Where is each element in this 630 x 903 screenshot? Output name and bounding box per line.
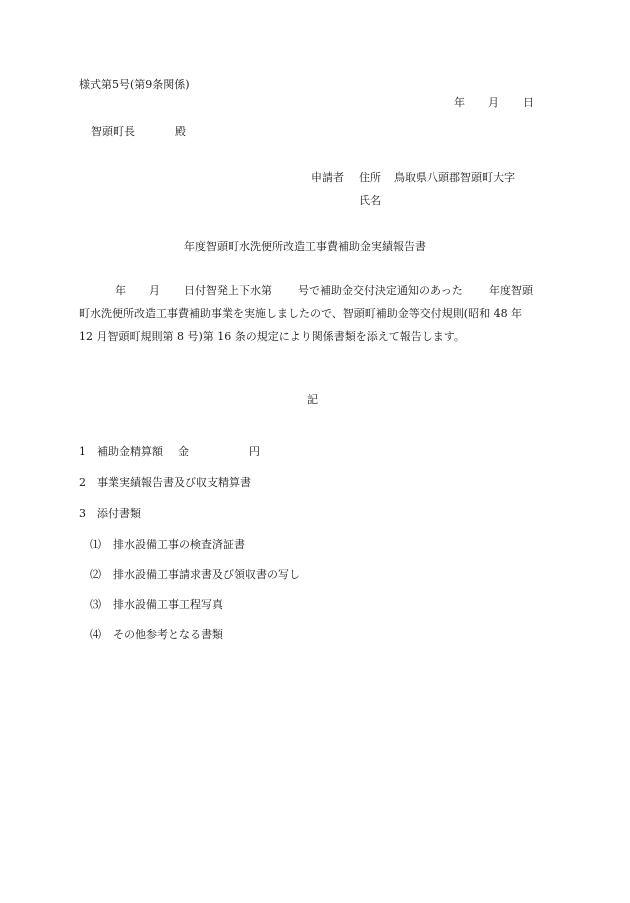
subitem-label: その他参考となる書類 xyxy=(113,628,223,641)
item-number: 1 xyxy=(79,445,86,458)
item-number: 2 xyxy=(79,476,86,489)
subitem-label: 排水設備工事の検査済証書 xyxy=(113,538,245,551)
address-label: 住所 xyxy=(359,171,381,184)
body-line-3: 12 月智頭町規則第 8 号)第 16 条の規定により関係書類を添えて報告します。 xyxy=(79,330,465,343)
date-month: 月 xyxy=(488,96,499,109)
body-reference: 日付智発上下水第 xyxy=(184,284,272,297)
body-line-2: 町水洗便所改造工事費補助事業を実施しましたので、智頭町補助金等交付規則(昭和 48 年 xyxy=(79,307,523,320)
date-day: 日 xyxy=(523,96,534,109)
body-notice: 号で補助金交付決定通知のあった xyxy=(298,284,463,297)
subitem-label: 排水設備工事工程写真 xyxy=(113,598,223,611)
body-month: 月 xyxy=(149,284,160,297)
body-fiscal-year: 年度智頭 xyxy=(489,284,533,297)
name-label: 氏名 xyxy=(359,194,381,207)
form-label: 様式第5号(第9条関係) xyxy=(79,78,190,91)
document-title: 年度智頭町水洗便所改造工事費補助金実績報告書 xyxy=(184,240,426,253)
subitem-number: ⑷ xyxy=(90,628,101,641)
body-year: 年 xyxy=(115,284,126,297)
subitem-number: ⑴ xyxy=(90,538,101,551)
item-label: 補助金精算額 xyxy=(97,445,163,458)
ki-heading: 記 xyxy=(307,393,318,406)
addressee-name: 智頭町長 xyxy=(91,125,135,138)
addressee-honorific: 殿 xyxy=(175,125,186,138)
subitem-label: 排水設備工事請求書及び領収書の写し xyxy=(113,568,300,581)
item-number: 3 xyxy=(79,507,86,520)
item-label: 事業実績報告書及び収支精算書 xyxy=(97,476,251,489)
item-amount-prefix: 金 xyxy=(178,445,189,458)
date-year: 年 xyxy=(454,96,465,109)
address-value: 鳥取県八頭郡智頭町大字 xyxy=(394,171,515,184)
item-amount-suffix: 円 xyxy=(249,445,260,458)
subitem-number: ⑵ xyxy=(90,568,101,581)
applicant-label: 申請者 xyxy=(311,171,344,184)
item-label: 添付書類 xyxy=(97,507,141,520)
subitem-number: ⑶ xyxy=(90,598,101,611)
